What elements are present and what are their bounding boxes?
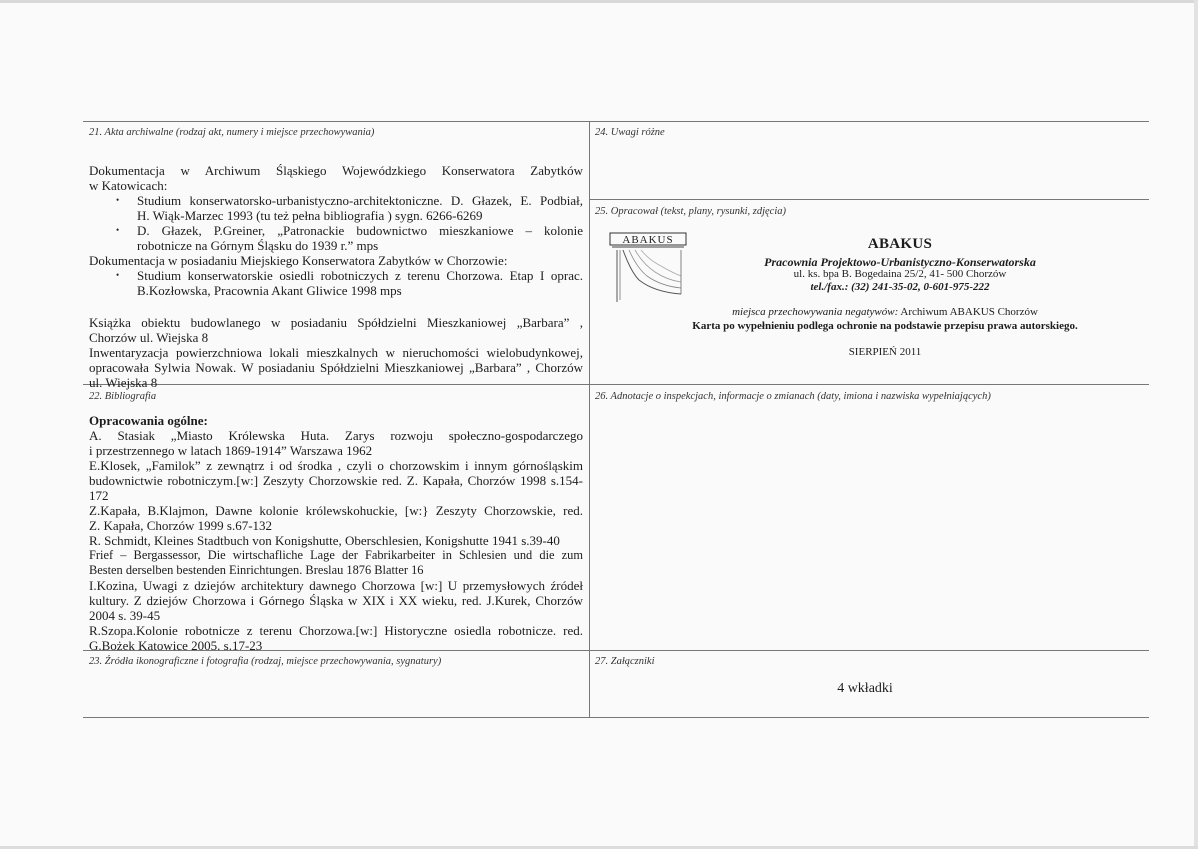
bib-entry-2-line-2: budownictwie robotniczym.[w:] Zeszyty Chorzowskie red. Z. Kapała, Chorzów 1998 s.154- xyxy=(89,473,583,488)
bib-entry-5-line-2: Besten derselben bestenden Einrichtungen. Breslau 1876 Blatter 16 xyxy=(89,563,424,577)
archive-line-4: Książka obiektu budowlanego w posiadaniu Spółdzielni Mieszkaniowej „Barbara” , xyxy=(89,315,583,330)
bib-entry-1-line-2: i przestrzennego w latach 1869-1914” Warszawa 1962 xyxy=(89,443,373,458)
section-21-label: 21. Akta archiwalne (rodzaj akt, numery i miejsce przechowywania) xyxy=(89,127,375,138)
abakus-logo xyxy=(609,232,689,306)
archive-line-3: Dokumentacja w posiadaniu Miejskiego Konserwatora Zabytków w Chorzowie: xyxy=(89,253,508,268)
section-26-label: 26. Adnotacje o inspekcjach, informacje o zmianach (daty, imiona i nazwiska wypełniających) xyxy=(595,391,991,402)
section-24-label: 24. Uwagi różne xyxy=(595,127,665,138)
section-23-label: 23. Źródła ikonograficzne i fotografia (rodzaj, miejsce przechowywania, sygnatury) xyxy=(89,656,442,667)
negatives-storage-note: miejsca przechowywania negatywów: Archiwum ABAKUS Chorzów xyxy=(732,306,1038,318)
archive-line-2: w Katowicach: xyxy=(89,178,168,193)
row-divider-25-26 xyxy=(590,384,1149,385)
section-21-content xyxy=(89,163,583,390)
archive-line-8: ul. Wiejska 8 xyxy=(89,375,158,390)
bib-entry-5-line-1: Frief – Bergassessor, Die wirtschafliche Lage der Fabrikarbeiter in Schlesien und die zum xyxy=(89,548,583,562)
section-22-label: 22. Bibliografia xyxy=(89,391,157,402)
company-phone: tel./fax.: (32) 241-35-02, 0-601-975-222 xyxy=(810,281,990,293)
bibliography-heading: Opracowania ogólne: xyxy=(89,413,208,428)
bib-entry-4: R. Schmidt, Kleines Stadtbuch von Konigshutte, Oberschlesien, Konigshutte 1941 s.39-40 xyxy=(89,533,560,548)
company-address: ul. ks. bpa B. Bogedaina 25/2, 41- 500 Chorzów xyxy=(793,268,1007,280)
archive-bullet-2: • D. Głazek, P.Greiner, „Patronackie budownictwo mieszkaniowe – kolonie robotnicze na Górnym Śląsku do 1939 r.” mps xyxy=(89,223,583,253)
bib-entry-1-line-1: A. Stasiak „Miasto Królewska Huta. Zarys rozwoju społeczno-gospodarczego xyxy=(89,428,583,443)
archive-bullet-1: • Studium konserwatorsko-urbanistyczno-architektoniczne. D. Głazek, E. Podbiał, H. Wiąk-Marzec 1993 (tu też pełna bibliografia ) sygn. 6266-6269 xyxy=(89,193,583,223)
company-subtitle: Pracownia Projektowo-Urbanistyczno-Konserwatorska xyxy=(764,255,1036,269)
bib-entry-6-line-2: kultury. Z dziejów Chorzowa i Górnego Śląska w XIX i XX wieku, red. J.Kurek, Chorzów xyxy=(89,593,583,608)
scan-edge-top xyxy=(0,0,1198,3)
section-27-label: 27. Załączniki xyxy=(595,656,655,667)
archive-line-6: Inwentaryzacja powierzchniowa lokali mieszkalnych w nieruchomości wielobudynkowej, xyxy=(89,345,583,360)
attachments-value: 4 wkładki xyxy=(837,681,893,696)
bib-entry-2-line-3: 172 xyxy=(89,488,109,503)
svg-text:ABAKUS: ABAKUS xyxy=(622,234,674,246)
scan-edge-right xyxy=(1194,0,1198,849)
column-divider xyxy=(589,121,590,717)
section-25-label: 25. Opracował (tekst, plany, rysunki, zdjęcia) xyxy=(595,206,787,217)
bib-entry-7-line-1: R.Szopa.Kolonie robotnicze z terenu Chorzowa.[w:] Historyczne osiedla robotnicze. red. xyxy=(89,623,583,638)
bib-entry-7-line-2: G.Bożek Katowice 2005. s.17-23 xyxy=(89,638,263,653)
table-top-border xyxy=(83,121,1149,122)
bib-entry-3-line-1: Z.Kapała, B.Klajmon, Dawne kolonie królewskohuckie, [w:} Zeszyty Chorzowskie, red. xyxy=(89,503,583,518)
bib-entry-3-line-2: Z. Kapała, Chorzów 1999 s.67-132 xyxy=(89,518,273,533)
archive-line-7: opracowała Sylwia Nowak. W posiadaniu Spółdzielni Mieszkaniowej „Barbara” , Chorzów xyxy=(89,360,583,375)
bib-entry-2-line-1: E.Klosek, „Familok” z zewnątrz i od środka , czyli o chorzowskim i innym górnośląskim xyxy=(89,458,583,473)
bib-entry-6-line-3: 2004 s. 39-45 xyxy=(89,608,161,623)
copyright-note: Karta po wypełnieniu podlega ochronie na podstawie przepisu prawa autorskiego. xyxy=(692,320,1078,332)
document-date: SIERPIEŃ 2011 xyxy=(848,346,922,358)
company-title: ABAKUS xyxy=(867,236,933,252)
archive-line-1: Dokumentacja w Archiwum Śląskiego Wojewódzkiego Konserwatora Zabytków xyxy=(89,163,583,178)
section-22-content xyxy=(89,413,583,653)
archive-bullet-3: • Studium konserwatorskie osiedli robotniczych z terenu Chorzowa. Etap I oprac. B.Kozłowska, Pracownia Akant Gliwice 1998 mps xyxy=(89,268,583,298)
bib-entry-6-line-1: I.Kozina, Uwagi z dziejów architektury dawnego Chorzowa [w:] U przemysłowych źródeł xyxy=(89,578,583,593)
archive-line-5: Chorzów ul. Wiejska 8 xyxy=(89,330,209,345)
row-divider-24-25 xyxy=(590,199,1149,200)
table-bottom-border xyxy=(83,717,1149,718)
